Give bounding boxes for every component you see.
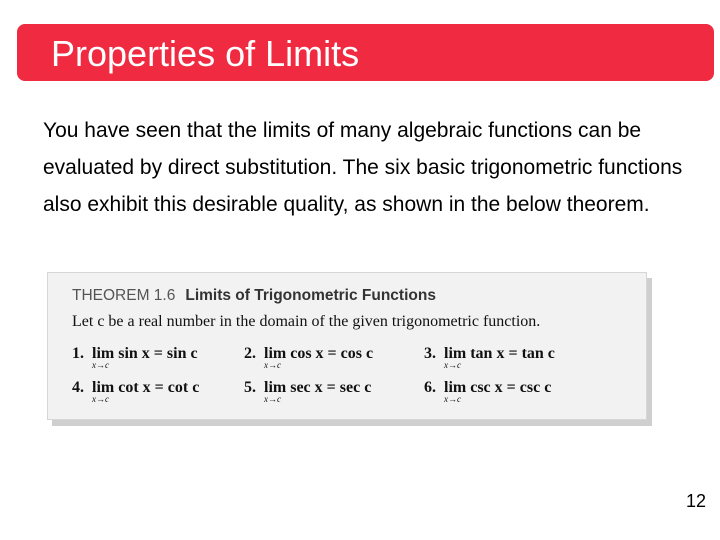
limit-subscript: x→c bbox=[444, 360, 461, 370]
formula-number: 3. bbox=[424, 345, 436, 362]
formula-item bbox=[72, 379, 200, 404]
theorem-label: THEOREM 1.6 bbox=[72, 287, 176, 304]
limit-operator bbox=[92, 345, 115, 370]
limit-subscript: x→c bbox=[92, 394, 109, 404]
limit-subscript: x→c bbox=[92, 360, 109, 370]
formula-number: 4. bbox=[72, 379, 84, 396]
theorem-heading bbox=[72, 287, 436, 305]
formula-expression: cos x = cos c bbox=[290, 345, 374, 362]
slide-title: Properties of Limits bbox=[51, 33, 360, 74]
page-number: 12 bbox=[686, 491, 707, 511]
formula-expression: sec x = sec c bbox=[290, 379, 372, 396]
limit-operator bbox=[264, 379, 287, 404]
body-paragraph: You have seen that the limits of many algebraic functions can be evaluated by direct substitution. The six basic trigonometric functions also exhibit this desirable quality, as shown in the below theorem. bbox=[43, 119, 683, 216]
formula-expression: csc x = csc c bbox=[470, 379, 552, 396]
limit-label: lim bbox=[92, 379, 115, 396]
formula-item bbox=[424, 345, 555, 370]
formula-expression: cot x = cot c bbox=[118, 379, 200, 396]
formula-item bbox=[424, 379, 552, 404]
title-bar bbox=[17, 24, 714, 81]
limit-label: lim bbox=[444, 345, 467, 362]
limit-operator bbox=[264, 345, 287, 370]
limit-label: lim bbox=[264, 345, 287, 362]
formula-item bbox=[72, 345, 198, 370]
limit-subscript: x→c bbox=[264, 394, 281, 404]
formula-expression: tan x = tan c bbox=[470, 345, 555, 362]
limit-label: lim bbox=[444, 379, 467, 396]
limit-label: lim bbox=[264, 379, 287, 396]
formula-number: 5. bbox=[244, 379, 256, 396]
formula-number: 2. bbox=[244, 345, 256, 362]
limit-subscript: x→c bbox=[444, 394, 461, 404]
limit-label: lim bbox=[92, 345, 115, 362]
formula-item bbox=[244, 345, 374, 370]
formula-expression: sin x = sin c bbox=[118, 345, 198, 362]
theorem-box bbox=[47, 272, 647, 420]
formula-item bbox=[244, 379, 372, 404]
theorem-statement: Let c be a real number in the domain of the given trigonometric function. bbox=[72, 313, 541, 330]
limit-operator bbox=[444, 345, 467, 370]
theorem-name: Limits of Trigonometric Functions bbox=[185, 287, 436, 304]
limit-operator bbox=[444, 379, 467, 404]
limit-operator bbox=[92, 379, 115, 404]
formula-number: 1. bbox=[72, 345, 84, 362]
formula-number: 6. bbox=[424, 379, 436, 396]
limit-subscript: x→c bbox=[264, 360, 281, 370]
